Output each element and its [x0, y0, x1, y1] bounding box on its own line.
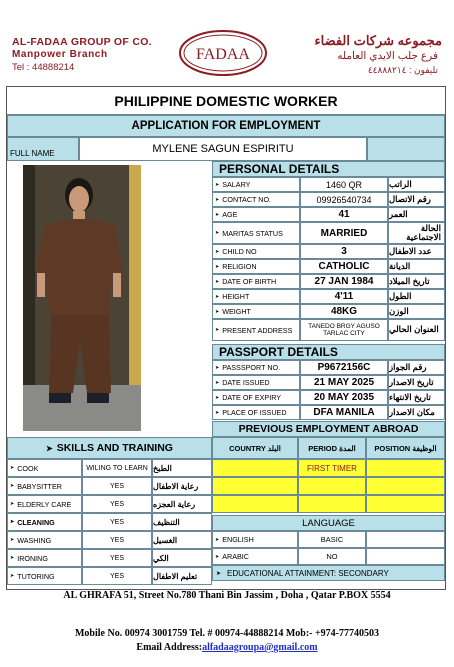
- personal-label-ar: تاريخ الميلاد: [388, 274, 445, 289]
- footer-email: [0, 642, 454, 653]
- full-name-spacer: [367, 137, 445, 161]
- passport-details-header: PASSPORT DETAILS: [212, 344, 445, 360]
- personal-label: ➤ AGE: [212, 207, 300, 222]
- education-value: EDUCATIONAL ATTAINMENT: SECONDARY: [227, 568, 389, 578]
- col-position: POSITION الوظيفة: [366, 437, 445, 459]
- company-name-en: AL-FADAA GROUP OF CO.: [12, 36, 152, 48]
- skills-header-label: SKILLS AND TRAINING: [56, 442, 173, 454]
- personal-details-header: PERSONAL DETAILS: [212, 161, 445, 177]
- skill-value: YES: [82, 567, 152, 585]
- personal-value: CATHOLIC: [300, 259, 388, 274]
- skill-value: YES: [82, 495, 152, 513]
- skill-label-ar: الكي: [152, 549, 212, 567]
- language-label: ➤ ENGLISH: [212, 531, 298, 548]
- education-arrow-icon: ➤: [216, 570, 222, 577]
- language-extra: [366, 548, 445, 565]
- skill-label-ar: رعاية العجزه: [152, 495, 212, 513]
- skill-label: ➤ BABYSITTER: [7, 477, 82, 495]
- personal-value: 27 JAN 1984: [300, 274, 388, 289]
- full-name-label: FULL NAME: [7, 137, 79, 161]
- skill-value: WILING TO LEARN: [82, 459, 152, 477]
- education-row: [212, 565, 445, 581]
- passport-value: 20 MAY 2035: [300, 390, 388, 405]
- skill-value: YES: [82, 513, 152, 531]
- skill-value: YES: [82, 531, 152, 549]
- skill-value: YES: [82, 477, 152, 495]
- prev-country: [212, 495, 298, 513]
- prev-position: [366, 495, 445, 513]
- personal-label-ar: الديانة: [388, 259, 445, 274]
- personal-label-ar: الوزن: [388, 304, 445, 319]
- personal-value: MARRIED: [300, 222, 388, 244]
- previous-employment-header: PREVIOUS EMPLOYMENT ABROAD: [212, 421, 445, 437]
- language-value: NO: [298, 548, 366, 565]
- photo-illustration: [23, 165, 141, 431]
- fadaa-logo: [178, 28, 268, 78]
- passport-label-ar: تاريخ الاصدار: [388, 375, 445, 390]
- language-extra: [366, 531, 445, 548]
- personal-label: ➤ HEIGHT: [212, 289, 300, 304]
- skill-label: ➤ WASHING: [7, 531, 82, 549]
- passport-label: ➤ DATE OF EXPIRY: [212, 390, 300, 405]
- footer-address: AL GHRAFA 51, Street No.780 Thani Bin Jassim , Doha , Qatar P.BOX 5554: [63, 590, 391, 601]
- prev-period: FIRST TIMER: [298, 459, 366, 477]
- branch-name-en: Manpower Branch: [12, 49, 108, 60]
- personal-value: 1460 QR: [300, 177, 388, 192]
- skill-value: YES: [82, 549, 152, 567]
- passport-value: 21 MAY 2025: [300, 375, 388, 390]
- personal-label: ➤ CONTACT NO.: [212, 192, 300, 207]
- footer-phones: Mobile No. 00974 3001759 Tel. # 00974-44888214 Mob:- +974-77740503: [74, 628, 380, 639]
- personal-label-ar: عدد الاطفال: [388, 244, 445, 259]
- skill-label-ar: تعليم الاطفال: [152, 567, 212, 585]
- company-tel-en: Tel : 44888214: [12, 62, 75, 73]
- passport-label: ➤ DATE ISSUED: [212, 375, 300, 390]
- personal-label: ➤ MARITAS STATUS: [212, 222, 300, 244]
- personal-label-ar: الطول: [388, 289, 445, 304]
- personal-label: ➤ RELIGION: [212, 259, 300, 274]
- skill-label-ar: رعاية الاطفال: [152, 477, 212, 495]
- passport-label-ar: مكان الاصدار: [388, 405, 445, 420]
- passport-label-ar: رقم الجواز: [388, 360, 445, 375]
- personal-label-ar: العمر: [388, 207, 445, 222]
- personal-label-ar: الحالة الاجتماعية: [388, 222, 445, 244]
- language-header: LANGUAGE: [212, 515, 445, 531]
- passport-label-ar: تاريخ الانتهاء: [388, 390, 445, 405]
- personal-value: 48KG: [300, 304, 388, 319]
- email-link[interactable]: alfadaagroupa@gmail.com: [202, 642, 318, 653]
- skill-label-ar: الطبخ: [152, 459, 212, 477]
- personal-label: ➤ PRESENT ADDRESS: [212, 319, 300, 341]
- personal-value: 3: [300, 244, 388, 259]
- personal-value: 4'11: [300, 289, 388, 304]
- personal-label: ➤ SALARY: [212, 177, 300, 192]
- prev-country: [212, 477, 298, 495]
- letterhead: [0, 0, 454, 86]
- skill-label: ➤ TUTORING: [7, 567, 82, 585]
- personal-value: 09926540734: [300, 192, 388, 207]
- full-name-value: MYLENE SAGUN ESPIRITU: [79, 137, 367, 161]
- col-country: COUNTRY البلد: [212, 437, 298, 459]
- branch-name-ar: فرع جلب الايدي العامله: [337, 50, 438, 62]
- personal-value: 41: [300, 207, 388, 222]
- skill-label: ➤ ELDERLY CARE: [7, 495, 82, 513]
- company-tel-ar: تليفون : ٤٤٨٨٨٢١٤: [367, 65, 438, 75]
- skill-label: ➤ IRONING: [7, 549, 82, 567]
- personal-label: ➤ WEIGHT: [212, 304, 300, 319]
- col-period: PERIOD المدة: [298, 437, 366, 459]
- skill-label: ➤ CLEANING: [7, 513, 82, 531]
- personal-label-ar: العنوان الحالي: [388, 319, 445, 341]
- skill-label-ar: الغسيل: [152, 531, 212, 549]
- skills-header: [7, 437, 212, 459]
- personal-label: ➤ DATE OF BIRTH: [212, 274, 300, 289]
- personal-value: TANEDO BRGY AGUSO TARLAC CITY: [300, 319, 388, 341]
- personal-label: ➤ CHILD NO: [212, 244, 300, 259]
- personal-label-ar: الراتب: [388, 177, 445, 192]
- skill-label: ➤ COOK: [7, 459, 82, 477]
- email-label: Email Address:: [136, 642, 203, 653]
- passport-value: P9672156C: [300, 360, 388, 375]
- application-form: [6, 86, 446, 590]
- prev-period: [298, 495, 366, 513]
- form-subtitle: APPLICATION FOR EMPLOYMENT: [7, 115, 445, 137]
- passport-label: ➤ PLACE OF ISSUED: [212, 405, 300, 420]
- company-name-ar: مجموعه شركات الفضاء: [314, 33, 442, 48]
- prev-period: [298, 477, 366, 495]
- prev-position: [366, 459, 445, 477]
- logo-text: FADAA: [196, 46, 250, 63]
- skill-label-ar: التنظيف: [152, 513, 212, 531]
- personal-label-ar: رقم الاتصال: [388, 192, 445, 207]
- prev-country: [212, 459, 298, 477]
- passport-label: ➤ PASSSPORT NO.: [212, 360, 300, 375]
- passport-value: DFA MANILA: [300, 405, 388, 420]
- prev-position: [366, 477, 445, 495]
- language-value: BASIC: [298, 531, 366, 548]
- applicant-photo: [23, 165, 141, 431]
- skills-arrow-icon: ➤: [46, 443, 53, 453]
- language-label: ➤ ARABIC: [212, 548, 298, 565]
- form-title: PHILIPPINE DOMESTIC WORKER: [7, 87, 445, 115]
